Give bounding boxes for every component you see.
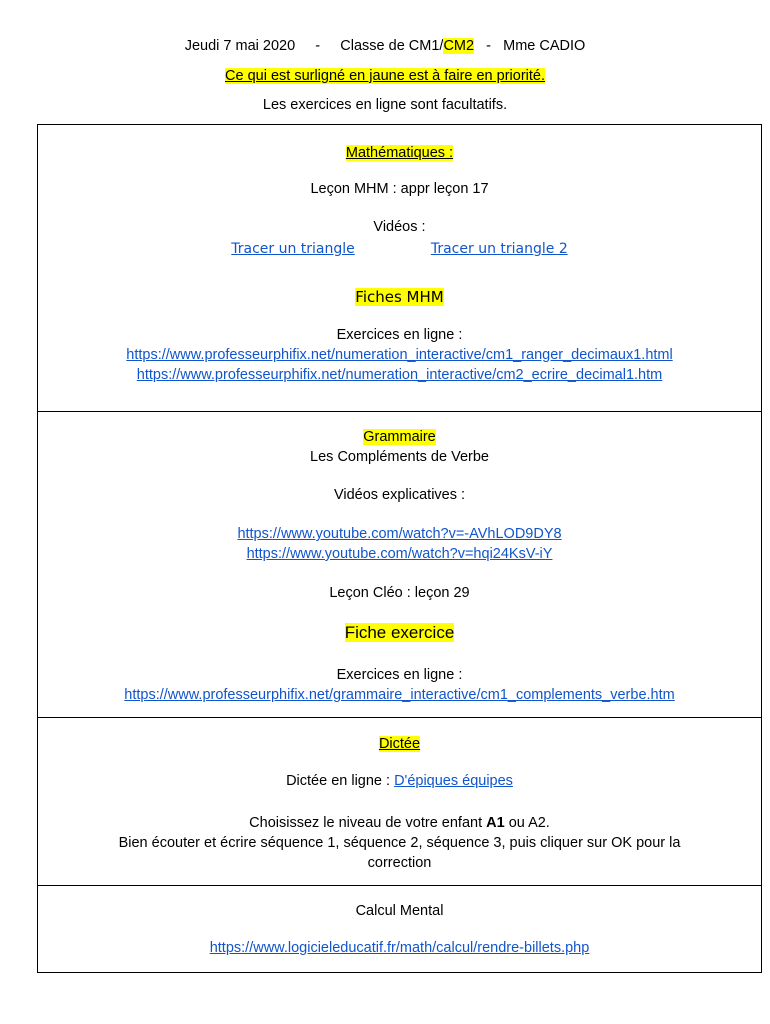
grammar-lesson: Leçon Cléo : leçon 29: [329, 585, 470, 601]
dictee-instructions-2: correction: [367, 855, 432, 871]
calcul-url-line: [37, 939, 762, 957]
math-lesson: Leçon MHM : appr leçon 17: [310, 181, 489, 197]
dictee-instructions-1: Bien écouter et écrire séquence 1, séquence 2, séquence 3, puis cliquer sur OK pour la: [118, 835, 681, 851]
grammar-url-1-line: [37, 525, 762, 543]
math-url-1-line: [37, 346, 762, 364]
calcul-link[interactable]: https://www.logicieleducatif.fr/math/calcul/rendre-billets.php: [209, 940, 590, 956]
class-prefix: Classe de CM1/: [340, 38, 444, 54]
dictee-online-prefix: Dictée en ligne :: [286, 773, 395, 789]
youtube-link-1[interactable]: https://www.youtube.com/watch?v=-AVhLOD9DY8: [237, 526, 562, 542]
dictee-level-suffix: ou A2.: [504, 815, 550, 831]
row-divider: [37, 885, 762, 886]
teacher-name: Mme CADIO: [503, 38, 586, 54]
math-online-label: Exercices en ligne :: [336, 327, 463, 343]
dictee-level-bold: A1: [486, 815, 505, 831]
video-link-tracer-triangle-2[interactable]: Tracer un triangle 2: [430, 241, 568, 257]
math-title-line: [37, 144, 762, 162]
grammar-fiche-line: [37, 624, 762, 643]
grammar-url-2-line: [37, 545, 762, 563]
dash: -: [315, 38, 321, 54]
grammar-url-3-line: [37, 686, 762, 704]
math-videos-label: Vidéos :: [373, 219, 426, 235]
row-divider: [37, 411, 762, 412]
dictee-online-link[interactable]: D'épiques équipes: [394, 773, 513, 789]
grammar-videos-label: Vidéos explicatives :: [333, 487, 466, 503]
dash: -: [486, 38, 492, 54]
dictee-title: Dictée: [378, 736, 421, 752]
dictee-level-prefix: Choisissez le niveau de votre enfant: [249, 815, 487, 831]
grammar-title-line: [37, 428, 762, 446]
math-fiches-line: [37, 288, 762, 307]
optional-note: Les exercices en ligne sont facultatifs.: [262, 97, 508, 113]
math-url-2-line: [37, 366, 762, 384]
priority-line: [0, 67, 770, 85]
priority-note: Ce qui est surligné en jaune est à faire en priorité.: [225, 68, 545, 84]
date-text: Jeudi 7 mai 2020: [184, 38, 296, 54]
grammar-subtitle: Les Compléments de Verbe: [310, 449, 489, 465]
math-exercise-link-2[interactable]: https://www.professeurphifix.net/numeration_interactive/cm2_ecrire_decimal1.htm: [136, 367, 663, 383]
video-link-tracer-triangle[interactable]: Tracer un triangle: [231, 241, 355, 257]
header-line: [0, 37, 770, 55]
fiches-mhm[interactable]: Fiches MHM: [355, 288, 444, 306]
row-divider: [37, 717, 762, 718]
math-exercise-link-1[interactable]: https://www.professeurphifix.net/numeration_interactive/cm1_ranger_decimaux1.html: [126, 347, 673, 363]
calcul-title: Calcul Mental: [355, 903, 444, 919]
youtube-link-2[interactable]: https://www.youtube.com/watch?v=hqi24KsV-iY: [246, 546, 553, 562]
dictee-online-line: [37, 772, 762, 790]
grammar-title: Grammaire: [363, 429, 436, 445]
optional-line: [0, 96, 770, 114]
class-highlight: CM2: [443, 38, 475, 54]
dictee-level-line: [37, 814, 762, 832]
math-video-links: [37, 240, 762, 258]
grammar-exercise-link[interactable]: https://www.professeurphifix.net/grammaire_interactive/cm1_complements_verbe.htm: [124, 687, 675, 703]
dictee-title-line: [37, 735, 762, 753]
math-title: Mathématiques :: [345, 145, 454, 161]
fiche-exercice[interactable]: Fiche exercice: [344, 623, 455, 642]
grammar-online-label: Exercices en ligne :: [336, 667, 463, 683]
